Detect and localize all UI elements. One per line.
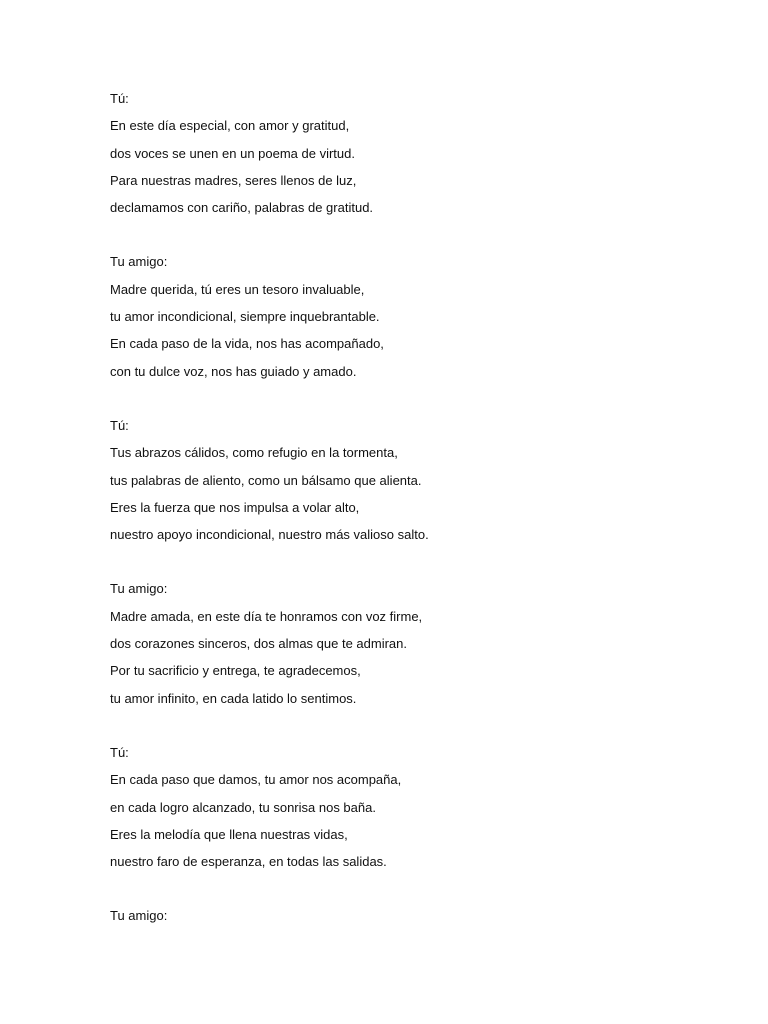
poem-line: tus palabras de aliento, como un bálsamo que alienta.: [110, 472, 422, 488]
stanza-4: [110, 575, 710, 711]
poem-line: tu amor infinito, en cada latido lo sentimos.: [110, 690, 357, 706]
stanza-5: [110, 739, 710, 875]
speaker-label: Tú:: [110, 417, 129, 433]
poem-body: [110, 85, 710, 957]
poem-line: Eres la melodía que llena nuestras vidas,: [110, 826, 348, 842]
stanza-2: [110, 248, 710, 384]
stanza-1: [110, 85, 710, 221]
poem-line: Tus abrazos cálidos, como refugio en la tormenta,: [110, 445, 398, 461]
poem-line: dos voces se unen en un poema de virtud.: [110, 145, 355, 161]
poem-line: declamamos con cariño, palabras de gratitud.: [110, 200, 374, 216]
speaker-label: Tu amigo:: [110, 581, 168, 597]
poem-line: Por tu sacrificio y entrega, te agradecemos,: [110, 663, 361, 679]
stanza-6: [110, 902, 710, 929]
speaker-label: Tu amigo:: [110, 254, 168, 270]
poem-line: Madre amada, en este día te honramos con voz firme,: [110, 608, 423, 624]
poem-line: En cada paso de la vida, nos has acompañado,: [110, 336, 384, 352]
speaker-label: Tú:: [110, 744, 129, 760]
poem-line: Para nuestras madres, seres llenos de luz,: [110, 172, 357, 188]
poem-line: tu amor incondicional, siempre inquebrantable.: [110, 309, 380, 325]
poem-line: en cada logro alcanzado, tu sonrisa nos baña.: [110, 799, 376, 815]
speaker-label: Tú:: [110, 91, 129, 106]
stanza-3: [110, 412, 710, 548]
poem-line: nuestro apoyo incondicional, nuestro más valioso salto.: [110, 527, 429, 543]
poem-line: Madre querida, tú eres un tesoro invaluable,: [110, 281, 365, 297]
poem-line: En este día especial, con amor y gratitud,: [110, 118, 350, 134]
speaker-label: Tu amigo:: [110, 908, 168, 924]
poem-line: con tu dulce voz, nos has guiado y amado.: [110, 363, 357, 379]
poem-line: Eres la fuerza que nos impulsa a volar alto,: [110, 499, 360, 515]
poem-line: dos corazones sinceros, dos almas que te admiran.: [110, 636, 407, 652]
poem-line: nuestro faro de esperanza, en todas las salidas.: [110, 854, 387, 870]
poem-line: En cada paso que damos, tu amor nos acompaña,: [110, 772, 402, 788]
